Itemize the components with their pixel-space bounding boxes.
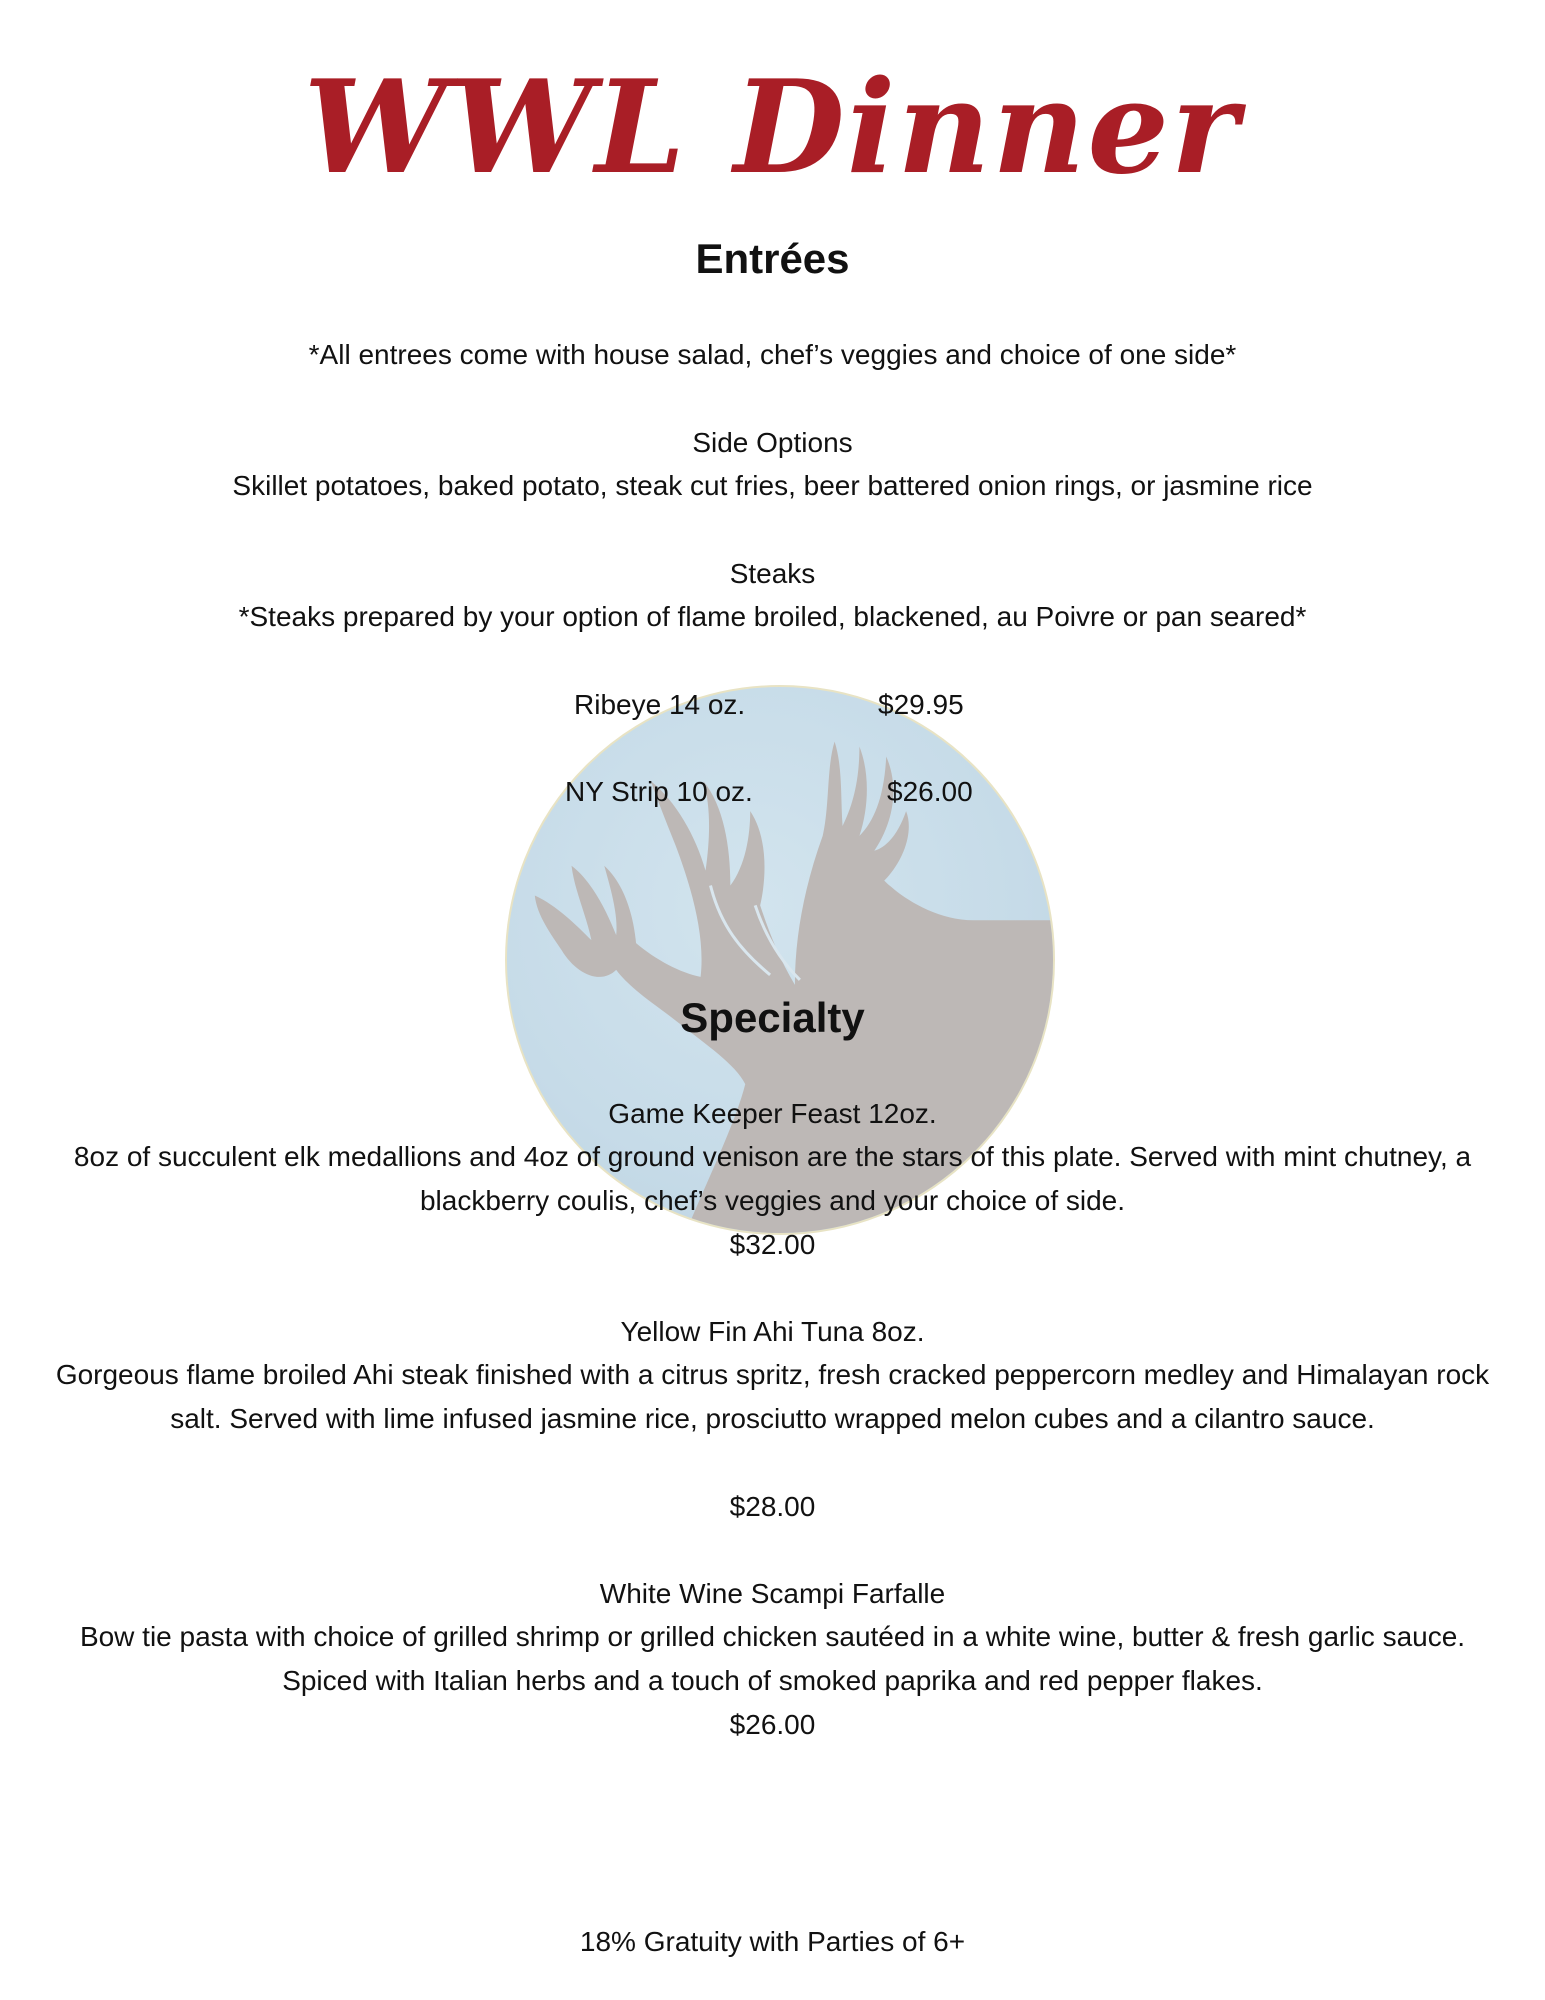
specialty-item-price: $26.00 — [729, 1709, 816, 1740]
specialty-item-name: White Wine Scampi Farfalle — [599, 1578, 946, 1609]
entrees-note: *All entrees come with house salad, chef’s veggies and choice of one side* — [308, 339, 1237, 370]
gratuity-note: 18% Gratuity with Parties of 6+ — [579, 1926, 966, 1957]
menu-title-text: WWL Dinner — [303, 53, 1241, 200]
specialty-item-name: Yellow Fin Ahi Tuna 8oz. — [620, 1316, 925, 1347]
steak-price-ribeye: $29.95 — [878, 689, 964, 720]
steak-name-ribeye: Ribeye 14 oz. — [574, 689, 746, 720]
steak-name-ny-strip: NY Strip 10 oz. — [565, 776, 753, 807]
menu-title — [0, 40, 1545, 200]
steaks-title: Steaks — [729, 558, 816, 589]
specialty-item-price: $32.00 — [729, 1229, 816, 1260]
specialty-item-name: Game Keeper Feast 12oz. — [608, 1098, 937, 1129]
steaks-note: *Steaks prepared by your option of flame broiled, blackened, au Poivre or pan seared* — [238, 601, 1307, 632]
specialty-item-description: 8oz of succulent elk medallions and 4oz of ground venison are the stars of this plate. Served with mint chutney, a blackberry coulis, chef’s veggies and your choice of side. — [73, 1141, 1472, 1216]
specialty-heading: Specialty — [680, 994, 865, 1041]
steak-price-ny-strip: $26.00 — [887, 776, 973, 807]
specialty-item-price: $28.00 — [729, 1491, 816, 1522]
menu-title-script — [0, 40, 1545, 200]
side-options-list: Skillet potatoes, baked potato, steak cut fries, beer battered onion rings, or jasmine rice — [232, 470, 1313, 501]
entrees-heading: Entrées — [695, 235, 850, 282]
specialty-item-description: Bow tie pasta with choice of grilled shrimp or grilled chicken sautéed in a white wine, butter & fresh garlic sauce. Spiced with Italian herbs and a touch of smoked paprika and red pepper flakes. — [79, 1621, 1466, 1696]
side-options-title: Side Options — [692, 427, 853, 458]
specialty-item-description: Gorgeous flame broiled Ahi steak finished with a citrus spritz, fresh cracked peppercorn medley and Himalayan rock salt. Served with lime infused jasmine rice, prosciutto wrapped melon cubes and a cilantro sauce. — [55, 1359, 1490, 1434]
